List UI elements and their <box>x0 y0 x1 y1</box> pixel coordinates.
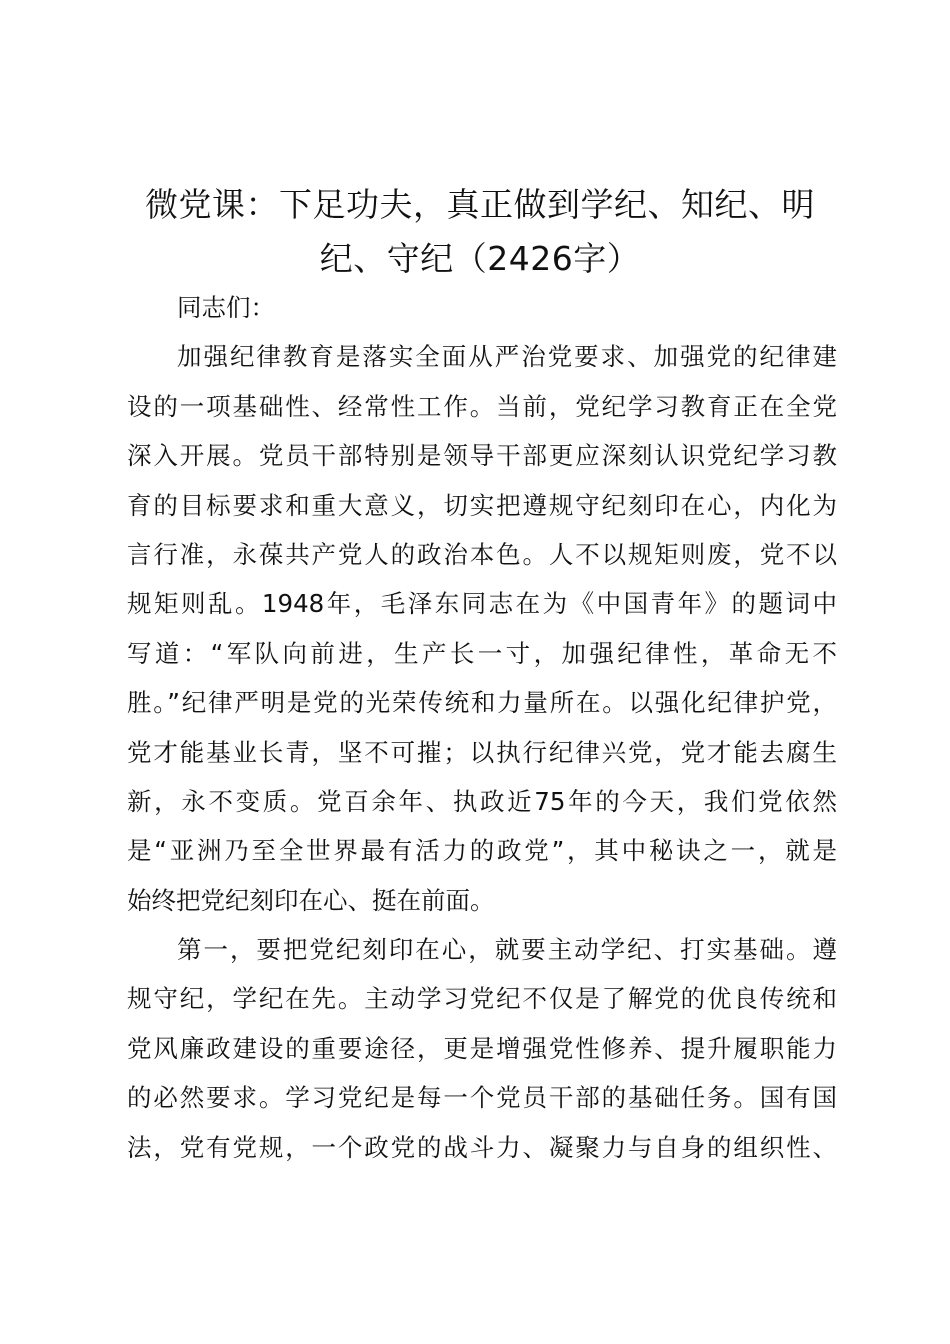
text-line: 第一，要把党纪刻印在心，就要主动学纪、打实基础。遵 <box>177 935 837 965</box>
text-line: 深入开展。党员干部特别是领导干部更应深刻认识党纪学习教 <box>127 441 837 471</box>
text-line: 规矩则乱。1948年，毛泽东同志在为《中国青年》的题词中 <box>127 589 837 619</box>
paragraph-point-one <box>127 925 837 1172</box>
text-line: 同志们： <box>177 293 275 322</box>
text-line: 设的一项基础性、经常性工作。当前，党纪学习教育正在全党 <box>127 391 837 421</box>
text-line: 始终把党纪刻印在心、挺在前面。 <box>127 885 495 915</box>
paragraph-salutation <box>127 283 837 332</box>
text-line: 规守纪，学纪在先。主动学习党纪不仅是了解党的优良传统和 <box>127 984 837 1014</box>
text-line: 胜。”纪律严明是党的光荣传统和力量所在。以强化纪律护党， <box>127 688 837 718</box>
text-line: 言行准，永葆共产党人的政治本色。人不以规矩则废，党不以 <box>127 539 837 569</box>
document-title <box>110 178 850 286</box>
paragraph-introduction <box>127 332 837 925</box>
title-line: 微党课：下足功夫，真正做到学纪、知纪、明 <box>145 185 815 224</box>
text-line: 新，永不变质。党百余年、执政近75年的今天，我们党依然 <box>127 786 837 816</box>
title-line: 纪、守纪（2426字） <box>319 239 641 278</box>
document-body <box>127 283 837 1172</box>
text-line: 是“亚洲乃至全世界最有活力的政党”，其中秘诀之一，就是 <box>127 836 837 866</box>
text-line: 育的目标要求和重大意义，切实把遵规守纪刻印在心，内化为 <box>127 490 837 520</box>
text-line: 的必然要求。学习党纪是每一个党员干部的基础任务。国有国 <box>127 1083 837 1113</box>
text-line: 党风廉政建设的重要途径，更是增强党性修养、提升履职能力 <box>127 1033 837 1063</box>
text-line: 加强纪律教育是落实全面从严治党要求、加强党的纪律建 <box>177 342 837 372</box>
text-line: 党才能基业长青，坚不可摧；以执行纪律兴党，党才能去腐生 <box>127 737 837 767</box>
text-line: 法，党有党规，一个政党的战斗力、凝聚力与自身的组织性、 <box>127 1132 837 1162</box>
text-line: 写道：“军队向前进，生产长一寸，加强纪律性，革命无不 <box>127 638 837 668</box>
